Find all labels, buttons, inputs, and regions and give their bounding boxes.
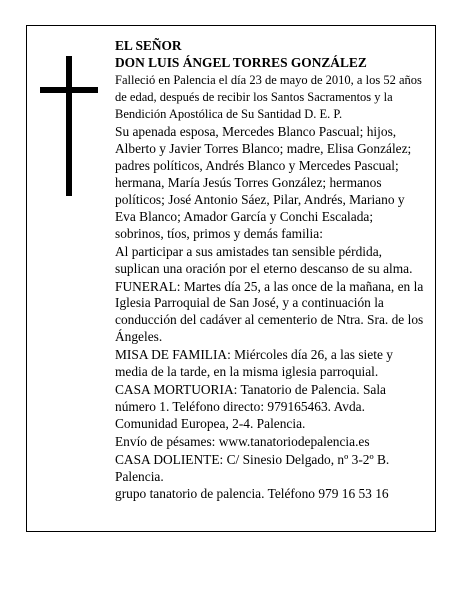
paragraph-death-notice: Falleció en Palencia el día 23 de mayo de 2010, a los 52 años de edad, después de recibir los Santos Sacramentos y la Bendición Apostólica de Su Santidad D. E. P. (115, 72, 422, 122)
cross-vertical-bar (66, 56, 72, 196)
paragraph-family-mass: MISA DE FAMILIA: Miércoles día 26, a las siete y media de la tarde, en la misma iglesia parroquial. (115, 347, 393, 380)
title-line-1: EL SEÑOR (115, 38, 182, 53)
paragraph-footer: grupo tanatorio de palencia. Teléfono 979 16 53 16 (115, 486, 389, 502)
paragraph-funeral-home: CASA MORTUORIA: Tanatorio de Palencia. Sala número 1. Teléfono directo: 979165463. Avda. Comunidad Europea, 2-4. Palencia. (115, 382, 386, 431)
obituary-text (115, 38, 425, 504)
paragraph-condolences: Envío de pésames: www.tanatoriodepalencia.es (115, 433, 370, 449)
paragraph-funeral: FUNERAL: Martes día 25, a las once de la mañana, en la Iglesia Parroquial de San José, y a continuación la conducción del cadáver al cementerio de Ntra. Sra. de los Ángeles. (115, 278, 424, 345)
latin-cross-icon (40, 56, 98, 196)
title-line-2: DON LUIS ÁNGEL TORRES GONZÁLEZ (115, 54, 367, 70)
cross-horizontal-bar (40, 87, 98, 93)
paragraph-request: Al participar a sus amistades tan sensible pérdida, suplican una oración por el eterno descanso de su alma. (115, 243, 413, 276)
paragraph-family: Su apenada esposa, Mercedes Blanco Pascual; hijos, Alberto y Javier Torres Blanco; madre, Elisa González; padres políticos, Andrés Blanco y Mercedes Pascual; hermana, María Jesús Torres González; hermanos políticos; José Antonio Sáez, Pilar, Andrés, Mariano y Eva Blanco; Amador García y Conchi Escalada; sobrinos, tíos, primos y demás familia: (115, 124, 412, 241)
paragraph-family-home: CASA DOLIENTE: C/ Sinesio Delgado, nº 3-2º B. Palencia. (115, 451, 390, 484)
